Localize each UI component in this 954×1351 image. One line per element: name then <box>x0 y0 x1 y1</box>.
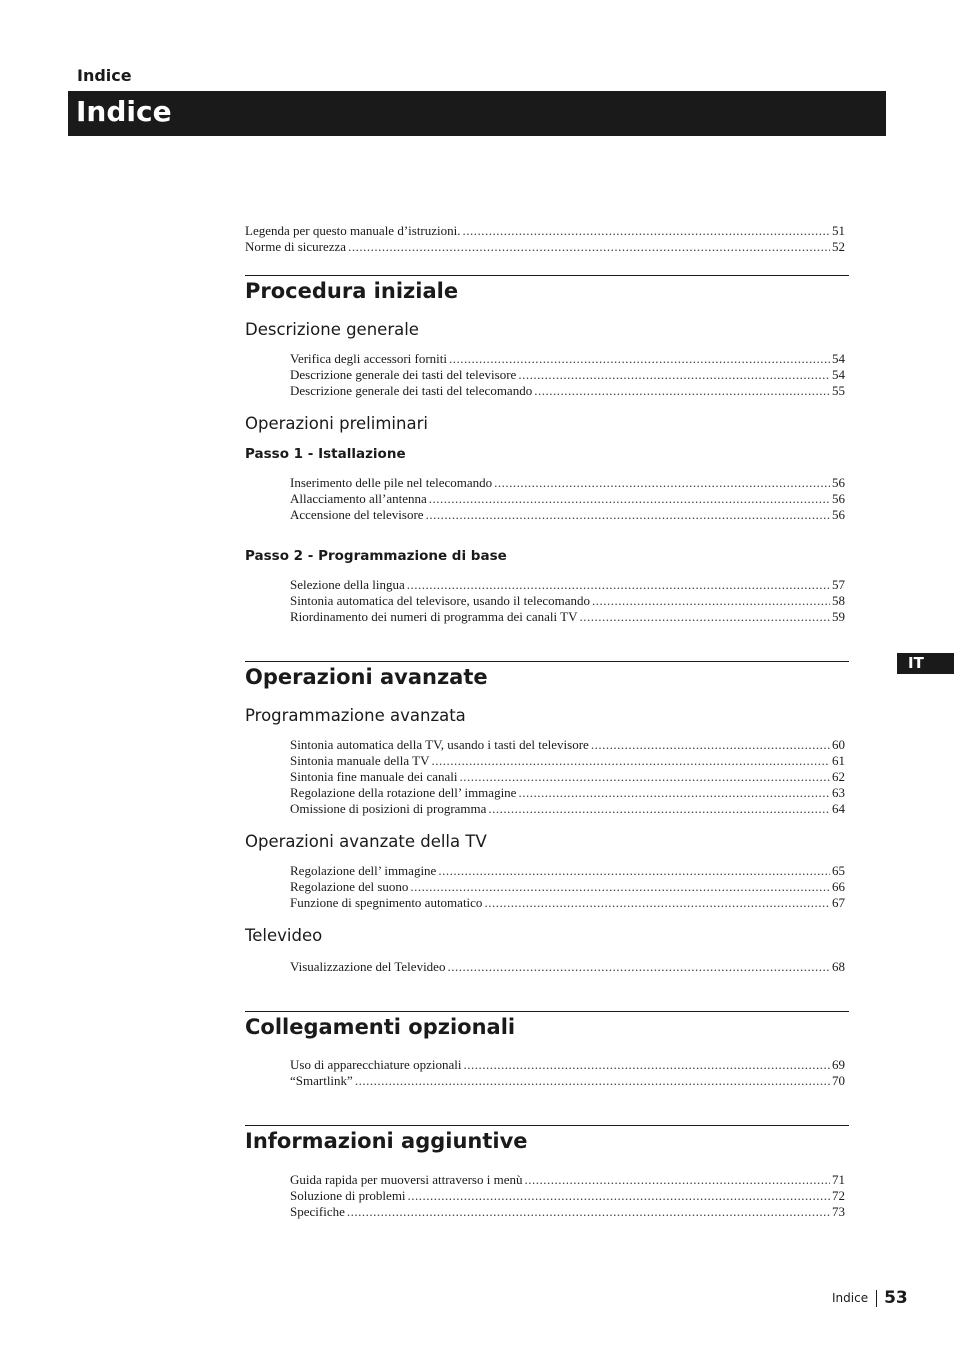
toc-entry[interactable] <box>290 593 849 609</box>
chapter-title: Televideo <box>245 926 323 945</box>
chapter-entries <box>245 737 849 817</box>
toc-entry-label: Visualizzazione del Televideo <box>290 959 446 974</box>
toc-entry[interactable] <box>290 753 849 769</box>
dot-leader <box>463 1057 830 1073</box>
dot-leader <box>431 753 830 769</box>
toc-entry-label: Specifiche <box>290 1204 345 1219</box>
toc-entry[interactable] <box>290 879 849 895</box>
dot-leader <box>592 593 830 609</box>
toc-entry-label: Soluzione di problemi <box>290 1188 406 1203</box>
chapter-entries <box>245 863 849 911</box>
dot-leader <box>518 367 830 383</box>
dot-leader <box>460 769 831 785</box>
step-entries <box>245 577 849 625</box>
toc-entry[interactable] <box>290 1172 849 1188</box>
toc-entry-label: Selezione della lingua <box>290 577 405 592</box>
toc-entry[interactable] <box>290 383 849 399</box>
toc-entry-label: Regolazione del suono <box>290 879 409 894</box>
toc-entry-label: Allacciamento all’antenna <box>290 491 427 506</box>
toc-entry[interactable] <box>290 1188 849 1204</box>
toc-entry-page: 52 <box>832 239 845 254</box>
toc-entry[interactable] <box>290 785 849 801</box>
toc-entry[interactable] <box>290 609 849 625</box>
toc-entry[interactable] <box>290 507 849 523</box>
toc-entry[interactable] <box>290 959 849 975</box>
toc-entry-label: Sintonia fine manuale dei canali <box>290 769 458 784</box>
toc-entry-page: 51 <box>832 223 845 238</box>
toc-entry-page: 60 <box>832 737 845 752</box>
toc-entry-label: Verifica degli accessori forniti <box>290 351 448 366</box>
toc-entry-page: 59 <box>832 609 845 624</box>
toc-entry[interactable] <box>290 737 849 753</box>
toc-entry[interactable] <box>245 239 849 255</box>
dot-leader <box>347 1204 830 1220</box>
toc-entry-page: 65 <box>832 863 845 878</box>
dot-leader <box>438 863 830 879</box>
dot-leader <box>463 223 830 239</box>
toc-entry-page: 73 <box>832 1204 845 1219</box>
dot-leader <box>408 1188 830 1204</box>
part-title: Collegamenti opzionali <box>245 1015 516 1039</box>
toc-entry-page: 66 <box>832 879 845 894</box>
toc-entry-page: 56 <box>832 507 845 522</box>
language-tab-label: IT <box>908 654 924 672</box>
toc-entry-label: Accensione del televisore <box>290 507 424 522</box>
toc-entry-page: 57 <box>832 577 845 592</box>
toc-entry[interactable] <box>290 769 849 785</box>
chapter-entries <box>245 351 849 399</box>
chapter-title: Programmazione avanzata <box>245 706 466 725</box>
intro-entries <box>245 223 849 255</box>
dot-leader <box>534 383 830 399</box>
toc-entry-label: Descrizione generale dei tasti del telecomando <box>290 383 533 398</box>
toc-entry-page: 54 <box>832 351 845 366</box>
toc-entry-label: Sintonia automatica della TV, usando i tasti del televisore <box>290 737 589 752</box>
dot-leader <box>355 1073 830 1089</box>
page-title: Indice <box>76 95 172 128</box>
toc-entry[interactable] <box>290 863 849 879</box>
running-head: Indice <box>77 66 132 85</box>
toc-entry-label: Omissione di posizioni di programma <box>290 801 487 816</box>
part-operazioni-avanzate <box>245 661 849 975</box>
toc-entry-label: Riordinamento dei numeri di programma dei canali TV <box>290 609 578 624</box>
toc-entry-page: 61 <box>832 753 845 768</box>
toc-entry-label: Sintonia manuale della TV <box>290 753 430 768</box>
table-of-contents <box>245 223 849 1220</box>
toc-entry-label: Inserimento delle pile nel telecomando <box>290 475 493 490</box>
toc-entry-label: Uso di apparecchiature opzionali <box>290 1057 462 1072</box>
toc-entry-page: 64 <box>832 801 845 816</box>
toc-entry-page: 54 <box>832 367 845 382</box>
toc-entry[interactable] <box>290 491 849 507</box>
dot-leader <box>524 1172 830 1188</box>
dot-leader <box>580 609 831 625</box>
toc-entry-page: 72 <box>832 1188 845 1203</box>
toc-entry-page: 69 <box>832 1057 845 1072</box>
dot-leader <box>518 785 830 801</box>
chapter-title: Descrizione generale <box>245 320 419 339</box>
toc-entry[interactable] <box>290 351 849 367</box>
step-entries <box>245 475 849 523</box>
step-title: Passo 2 - Programmazione di base <box>245 548 507 564</box>
dot-leader <box>449 351 830 367</box>
toc-entry-page: 58 <box>832 593 845 608</box>
chapter-title: Operazioni avanzate della TV <box>245 832 487 851</box>
title-bar <box>68 91 886 136</box>
toc-entry[interactable] <box>245 223 849 239</box>
toc-entry[interactable] <box>290 1073 849 1089</box>
step-title: Passo 1 - Istallazione <box>245 446 406 462</box>
footer-divider <box>876 1290 877 1307</box>
toc-entry[interactable] <box>290 577 849 593</box>
toc-entry-page: 70 <box>832 1073 845 1088</box>
toc-entry-page: 63 <box>832 785 845 800</box>
toc-entry-label: Descrizione generale dei tasti del televisore <box>290 367 517 382</box>
part-procedura-iniziale <box>245 275 849 625</box>
toc-entry[interactable] <box>290 367 849 383</box>
toc-entry-label: Funzione di spegnimento automatico <box>290 895 483 910</box>
part-title: Informazioni aggiuntive <box>245 1129 528 1153</box>
toc-entry[interactable] <box>290 801 849 817</box>
chapter-entries <box>245 959 849 975</box>
dot-leader <box>407 577 830 593</box>
dot-leader <box>494 475 830 491</box>
toc-entry-page: 55 <box>832 383 845 398</box>
part-entries <box>245 1172 849 1220</box>
dot-leader <box>447 959 830 975</box>
toc-entry-page: 56 <box>832 475 845 490</box>
toc-entry-page: 56 <box>832 491 845 506</box>
toc-entry-page: 71 <box>832 1172 845 1187</box>
part-collegamenti-opzionali <box>245 1011 849 1089</box>
toc-entry-label: Sintonia automatica del televisore, usando il telecomando <box>290 593 590 608</box>
page-footer <box>832 1286 908 1310</box>
dot-leader <box>488 801 830 817</box>
language-tab <box>897 653 954 674</box>
toc-entry-label: Norme di sicurezza <box>245 239 347 254</box>
toc-entry-page: 67 <box>832 895 845 910</box>
dot-leader <box>484 895 830 911</box>
footer-section-label: Indice <box>832 1291 869 1305</box>
toc-entry[interactable] <box>290 895 849 911</box>
toc-entry-label: Regolazione della rotazione dell’ immagine <box>290 785 517 800</box>
chapter-title: Operazioni preliminari <box>245 414 428 433</box>
part-entries <box>245 1057 849 1089</box>
dot-leader <box>591 737 830 753</box>
page-number: 53 <box>884 1288 908 1308</box>
toc-entry[interactable] <box>290 1057 849 1073</box>
toc-entry-label: “Smartlink” <box>290 1073 353 1088</box>
part-informazioni-aggiuntive <box>245 1125 849 1220</box>
part-title: Procedura iniziale <box>245 279 459 303</box>
toc-entry-page: 68 <box>832 959 845 974</box>
toc-entry[interactable] <box>290 475 849 491</box>
toc-entry-label: Legenda per questo manuale d’istruzioni. <box>245 223 461 238</box>
toc-entry-page: 62 <box>832 769 845 784</box>
dot-leader <box>426 507 830 523</box>
toc-entry-label: Guida rapida per muoversi attraverso i menù <box>290 1172 523 1187</box>
dot-leader <box>410 879 830 895</box>
part-title: Operazioni avanzate <box>245 665 488 689</box>
dot-leader <box>348 239 830 255</box>
dot-leader <box>429 491 830 507</box>
toc-entry-label: Regolazione dell’ immagine <box>290 863 437 878</box>
toc-entry[interactable] <box>290 1204 849 1220</box>
